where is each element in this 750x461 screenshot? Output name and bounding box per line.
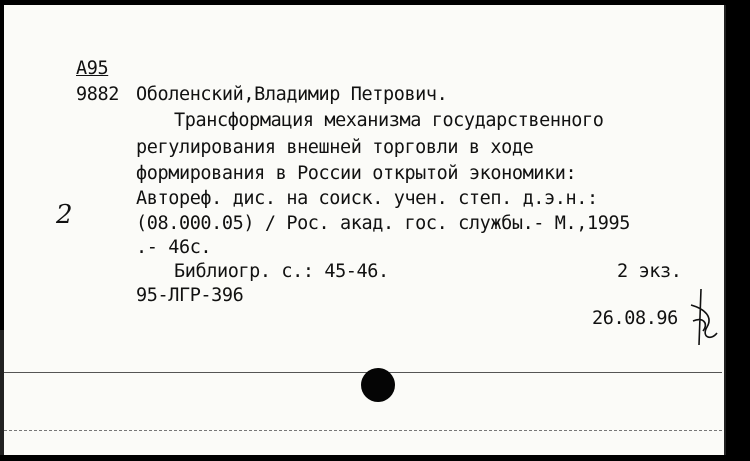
record-code: 95-ЛГР-396 bbox=[136, 285, 244, 306]
accession-number: 9882 bbox=[76, 84, 119, 105]
title-line: регулирования внешней торговли в ходе bbox=[136, 137, 534, 158]
title-line: .- 46с. bbox=[136, 237, 212, 258]
divider-line bbox=[4, 372, 722, 373]
handwritten-mark: 2 bbox=[56, 200, 73, 230]
signature-scribble bbox=[687, 287, 721, 349]
title-line: формирования в России открытой экономики: bbox=[136, 163, 577, 184]
divider-line bbox=[4, 430, 722, 431]
title-line: Трансформация механизма государственного bbox=[174, 110, 604, 131]
author-heading: Оболенский,Владимир Петрович. bbox=[136, 84, 448, 105]
title-line: (08.000.05) / Рос. акад. гос. службы.- М.,1995 bbox=[136, 213, 630, 234]
copies-count: 2 экз. bbox=[617, 261, 682, 282]
title-line: Автореф. дис. на соиск. учен. степ. д.э.н.: bbox=[136, 188, 598, 209]
punch-hole bbox=[361, 368, 395, 402]
catalog-card bbox=[4, 5, 726, 455]
bibliography-note: Библиогр. с.: 45-46. bbox=[174, 261, 389, 282]
shelfmark: A95 bbox=[76, 58, 109, 79]
catalog-date: 26.08.96 bbox=[592, 308, 678, 329]
